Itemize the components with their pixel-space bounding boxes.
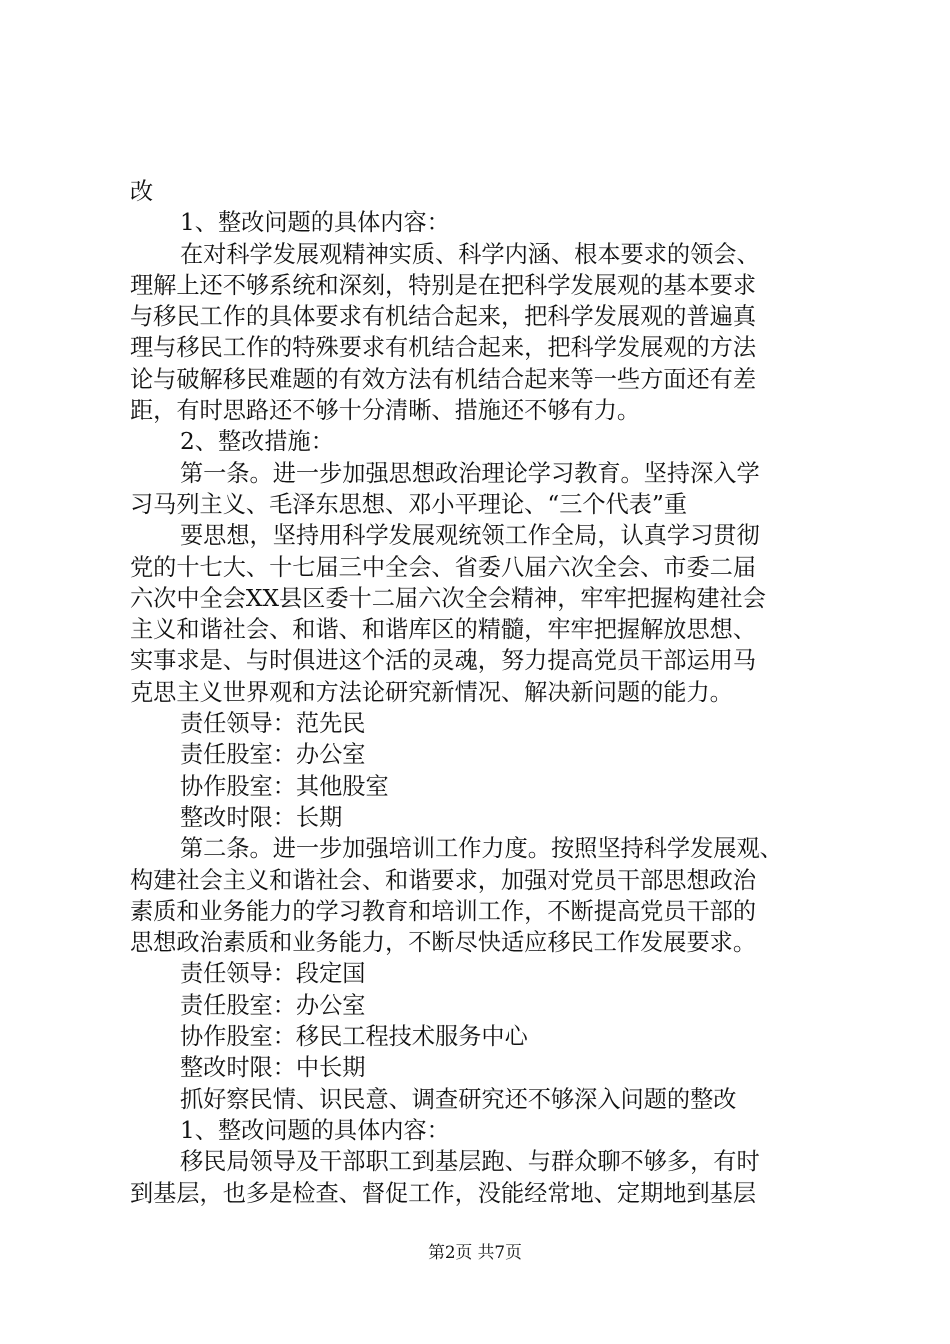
text-line: 与移民工作的具体要求有机结合起来，把科学发展观的普遍真 [130,303,757,331]
text-line: 素质和业务能力的学习教育和培训工作，不断提高党员干部的 [130,897,757,925]
text-line: 1、整改问题的具体内容： [180,1116,450,1144]
text-line: 理与移民工作的特殊要求有机结合起来，把科学发展观的方法 [130,334,757,362]
document-body [130,176,830,1209]
page-footer: 第2页 共7页 [428,1242,522,1262]
text-line: 整改时限：长期 [180,803,343,831]
text-line: 主义和谐社会、和谐、和谐库区的精髓，牢牢把握解放思想、 [130,616,757,644]
text-line: 习马列主义、毛泽东思想、邓小平理论、“三个代表”重 [130,490,688,518]
text-line: 距，有时思路还不够十分清晰、措施还不够有力。 [130,397,641,425]
text-line: 到基层，也多是检查、督促工作，没能经常地、定期地到基层 [130,1179,757,1207]
text-line: 党的十七大、十七届三中全会、省委八届六次全会、市委二届 [130,553,757,581]
text-line: 第二条。进一步加强培训工作力度。按照坚持科学发展观、 [180,835,783,863]
text-line: 责任领导：段定国 [180,960,366,988]
text-line: 协作股室：其他股室 [180,772,389,800]
text-line: 实事求是、与时俱进这个活的灵魂，努力提高党员干部运用马 [130,647,757,675]
text-line: 整改时限：中长期 [180,1054,366,1082]
text-line: 责任股室：办公室 [180,741,366,769]
text-line: 改 [130,178,154,205]
text-line: 论与破解移民难题的有效方法有机结合起来等一些方面还有差 [130,365,757,393]
text-line: 构建社会主义和谐社会、和谐要求，加强对党员干部思想政治 [130,866,757,894]
text-line: 协作股室：移民工程技术服务中心 [180,1023,528,1051]
text-line: 责任领导：范先民 [180,710,366,738]
text-line: 第一条。进一步加强思想政治理论学习教育。坚持深入学 [180,459,760,487]
text-line: 理解上还不够系统和深刻，特别是在把科学发展观的基本要求 [130,271,757,299]
text-line: 1、整改问题的具体内容： [180,209,450,237]
text-line: 克思主义世界观和方法论研究新情况、解决新问题的能力。 [130,678,733,706]
text-line: 责任股室：办公室 [180,991,366,1019]
text-line: 六次中全会XX县区委十二届六次全会精神，牢牢把握构建社会 [130,584,766,612]
text-line: 2、整改措施： [180,428,334,456]
text-line: 在对科学发展观精神实质、科学内涵、根本要求的领会、 [180,240,760,268]
text-line: 移民局领导及干部职工到基层跑、与群众聊不够多，有时 [180,1148,760,1176]
text-line: 思想政治素质和业务能力，不断尽快适应移民工作发展要求。 [130,929,757,957]
text-line: 抓好察民情、识民意、调查研究还不够深入问题的整改 [180,1085,737,1113]
text-line: 要思想，坚持用科学发展观统领工作全局，认真学习贯彻 [180,522,760,550]
